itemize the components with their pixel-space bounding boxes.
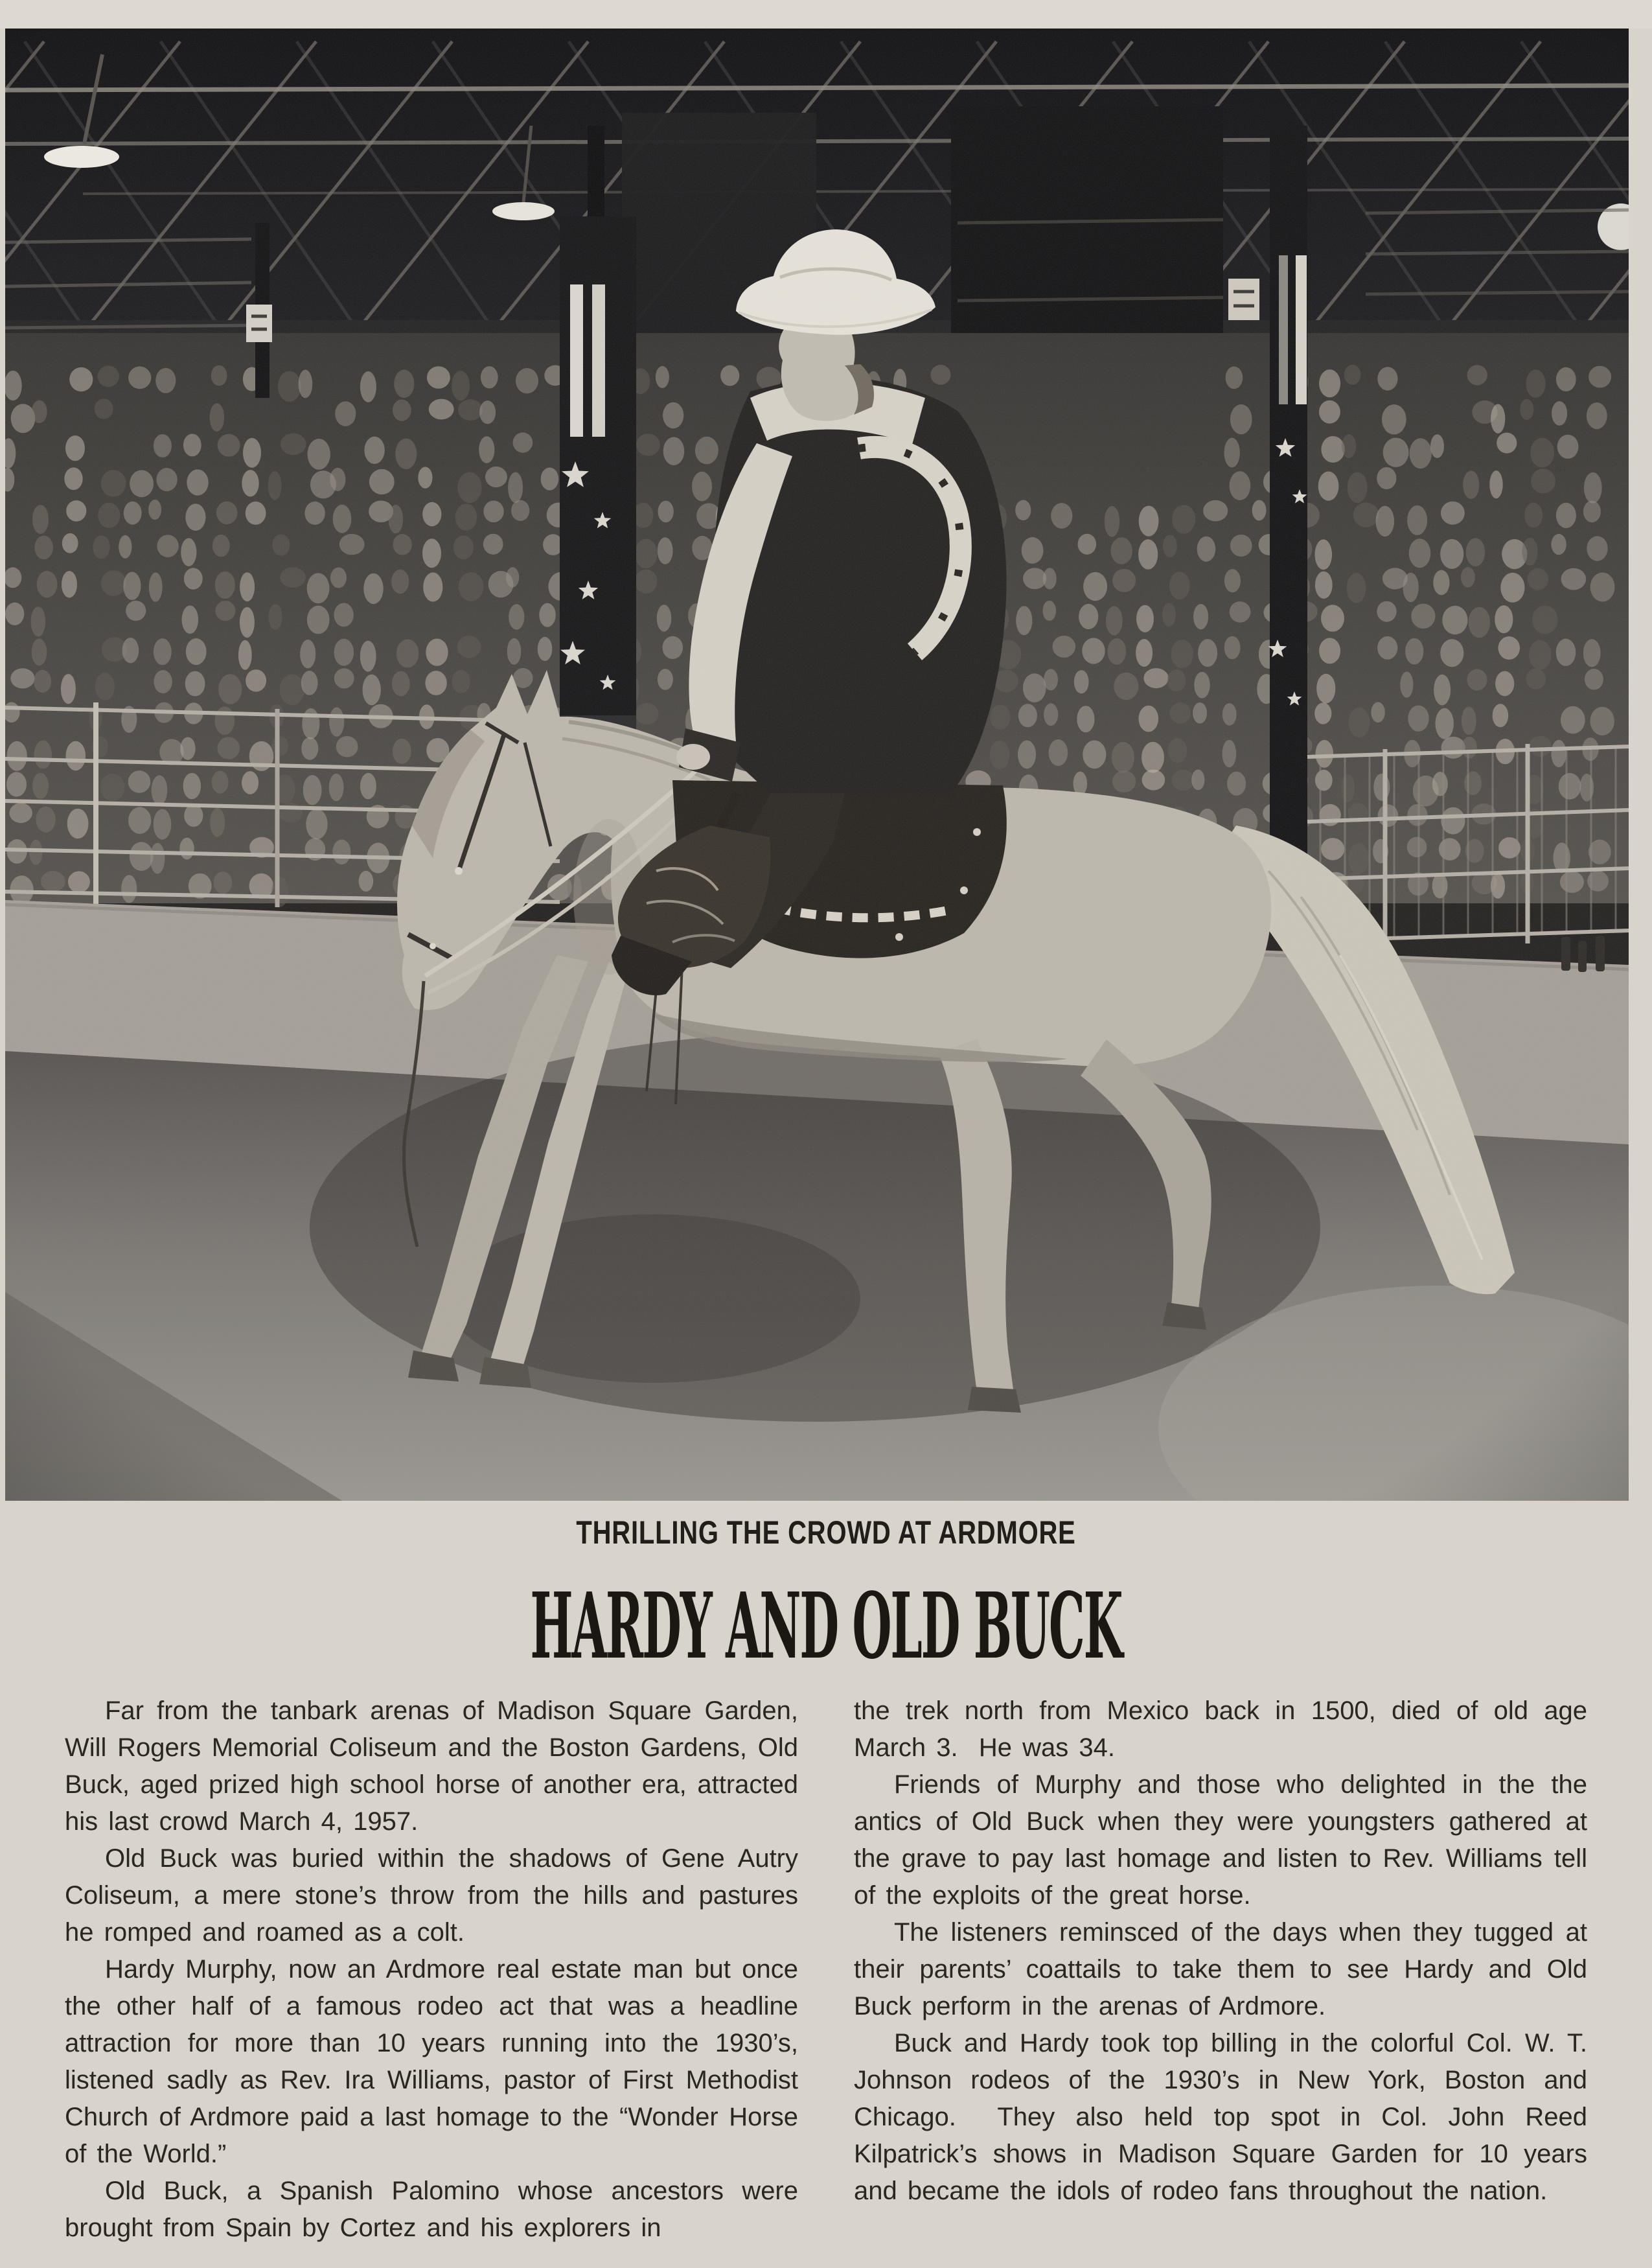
photo-grain (5, 29, 1629, 1501)
article-body (65, 1693, 1587, 2247)
paragraph: Old Buck was buried within the shadows of Gene Autry Coliseum, a mere stone’s throw from the hills and pastures he romped and roamed as a colt. (65, 1844, 798, 1947)
photo-caption: THRILLING THE CROWD AT ARDMORE (576, 1514, 1076, 1551)
paragraph: Old Buck, a Spanish Palomino whose ancestors were brought from Spain by Cortez and his explorers in (65, 2177, 798, 2242)
arena-photo-art (5, 29, 1629, 1501)
paragraph: Buck and Hardy took top billing in the colorful Col. W. T. Johnson rodeos of the 1930’s in New York, Boston and Chicago. They also held top spot in Col. John Reed Kilpatrick’s shows in Madison Square Garden for 10 years and became the idols of rodeo fans throughout the nation. (854, 2029, 1587, 2205)
paragraph: Friends of Murphy and those who delighted in the the antics of Old Buck when they were youngsters gathered at the grave to pay last homage and listen to Rev. Williams tell of the exploits of the great horse. (854, 1770, 1587, 1910)
paragraph: the trek north from Mexico back in 1500, died of old age March 3. He was 34. (854, 1696, 1587, 1762)
article-column-right (854, 1693, 1587, 2247)
article-column-left (65, 1693, 798, 2247)
paragraph: Hardy Murphy, now an Ardmore real estate man but once the other half of a famous rodeo act that was a headline attraction for more than 10 years running into the 1930’s, listened sadly as Rev. Ira Williams, pastor of First Methodist Church of Ardmore paid a last homage to the “Wonder Horse of the World.” (65, 1955, 798, 2168)
arena-photo (5, 29, 1629, 1501)
article-title: HARDY AND OLD BUCK (530, 1573, 1122, 1680)
page-margin (0, 0, 1652, 29)
paragraph: The listeners reminsced of the days when they tugged at their parents’ coattails to take them to see Hardy and Old Buck perform in the arenas of Ardmore. (854, 1918, 1587, 2020)
paragraph: Far from the tanbark arenas of Madison Square Garden, Will Rogers Memorial Coliseum and the Boston Gardens, Old Buck, aged prized high school horse of another era, attracted his last crowd March 4, 1957. (65, 1696, 798, 1836)
